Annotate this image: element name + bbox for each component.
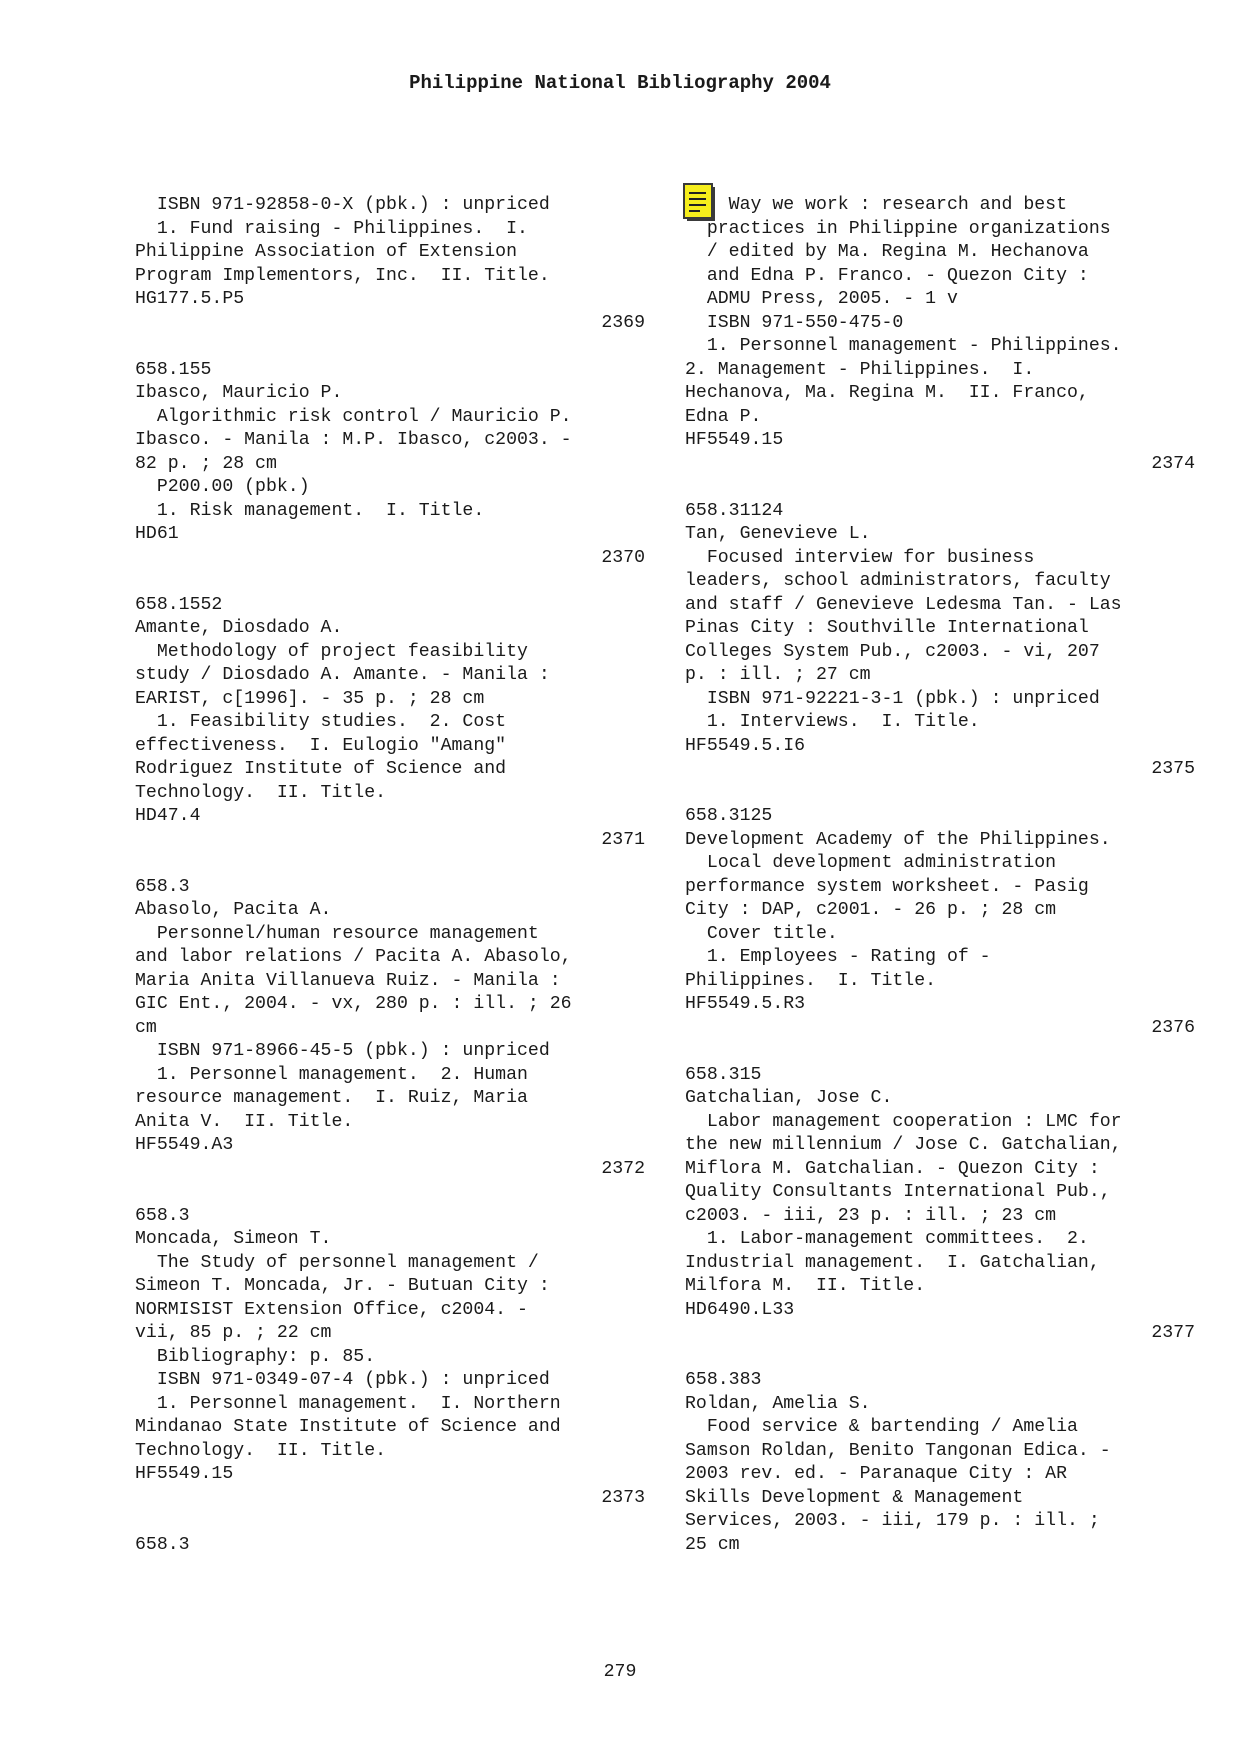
entry-line: Personnel/human resource management — [135, 923, 539, 944]
entry-line: HF5549.15 — [685, 430, 784, 450]
entry-line: Abasolo, Pacita A. — [135, 900, 332, 920]
entry-number: 2372 — [601, 1158, 645, 1179]
entry-line: the new millennium / Jose C. Gatchalian, — [685, 1135, 1122, 1155]
entry-line: Philippines. I. Title. — [685, 970, 937, 991]
entry-line: Program Implementors, Inc. II. Title. — [135, 265, 550, 286]
entry-line: cm — [135, 1017, 157, 1038]
entry-number: 2369 — [601, 312, 645, 333]
entry-line: 1. Interviews. I. Title. — [685, 712, 980, 732]
entry-line: Milfora M. II. Title. — [685, 1276, 926, 1296]
entry-line: Tan, Genevieve L. — [685, 524, 871, 544]
entry-number: 2371 — [601, 829, 645, 850]
bibliography-entry — [685, 194, 1195, 500]
entry-line: HD61 — [135, 524, 179, 544]
entry-line: Labor management cooperation : LMC for — [685, 1111, 1122, 1132]
bibliography-entry — [685, 1369, 1195, 1557]
entry-line: Moncada, Simeon T. — [135, 1229, 332, 1249]
entry-line: Gatchalian, Jose C. — [685, 1088, 893, 1108]
entry-line: HF5549.5.I6 — [685, 735, 806, 756]
entry-line: 658.3 — [135, 1205, 190, 1226]
entry-line: Technology. II. Title. — [135, 782, 387, 803]
entry-line: Mindanao State Institute of Science and — [135, 1417, 561, 1437]
bibliography-entry — [135, 1205, 645, 1534]
entry-line: 658.3 — [135, 876, 190, 897]
entry-line: ISBN 971-550-475-0 — [685, 312, 904, 333]
entry-line: Roldan, Amelia S. — [685, 1393, 871, 1414]
entry-number: 2376 — [1151, 1017, 1195, 1038]
entry-line: 658.3125 — [685, 806, 773, 826]
entry-line: 1. Personnel management - Philippines. — [685, 336, 1122, 356]
entry-line: Cover title. — [685, 923, 838, 944]
left-column — [135, 194, 645, 1557]
entry-line: 658.155 — [135, 359, 212, 380]
page-title: Philippine National Bibliography 2004 — [409, 72, 831, 94]
entry-line: Skills Development & Management — [685, 1487, 1024, 1508]
entry-line: Amante, Diosdado A. — [135, 618, 343, 638]
entry-line: 1. Personnel management. I. Northern — [135, 1393, 561, 1414]
entry-line: Technology. II. Title. — [135, 1440, 387, 1461]
entry-line: p. : ill. ; 27 cm — [685, 665, 871, 685]
bibliography-entry — [685, 805, 1195, 1064]
entry-line: Hechanova, Ma. Regina M. II. Franco, — [685, 383, 1089, 403]
entry-line: HF5549.15 — [135, 1464, 234, 1484]
entry-line: Anita V. II. Title. — [135, 1111, 354, 1132]
entry-line: Miflora M. Gatchalian. - Quezon City : — [685, 1158, 1100, 1179]
entry-line: ISBN 971-92221-3-1 (pbk.) : unpriced — [685, 688, 1100, 709]
entry-line: 1. Feasibility studies. 2. Cost — [135, 712, 507, 732]
entry-line: Maria Anita Villanueva Ruiz. - Manila : — [135, 970, 561, 991]
entry-line: 1. Labor-management committees. 2. — [685, 1229, 1089, 1249]
entry-line: 2003 rev. ed. - Paranaque City : AR — [685, 1464, 1067, 1484]
entry-line: c2003. - iii, 23 p. : ill. ; 23 cm — [685, 1205, 1057, 1226]
entry-line: ADMU Press, 2005. - 1 v — [685, 289, 958, 309]
entry-line: 1. Fund raising - Philippines. I. — [135, 218, 528, 239]
entry-line: 25 cm — [685, 1534, 740, 1555]
entry-line: effectiveness. I. Eulogio "Amang" — [135, 735, 507, 756]
entry-line: Bibliography: p. 85. — [135, 1346, 376, 1367]
entry-line: and Edna P. Franco. - Quezon City : — [685, 265, 1089, 286]
entry-line: Food service & bartending / Amelia — [685, 1417, 1078, 1437]
entry-line: and labor relations / Pacita A. Abasolo, — [135, 947, 572, 967]
bibliography-entry — [685, 500, 1195, 806]
entry-line: ISBN 971-92858-0-X (pbk.) : unpriced — [135, 195, 550, 215]
entry-line: Methodology of project feasibility — [135, 641, 528, 662]
page-number: 279 — [603, 1662, 637, 1682]
bibliography-entry — [685, 1064, 1195, 1370]
entry-line: Philippine Association of Extension — [135, 242, 517, 262]
bibliography-entry — [135, 194, 645, 359]
entry-line: ISBN 971-8966-45-5 (pbk.) : unpriced — [135, 1041, 550, 1061]
entry-line: Pinas City : Southville International — [685, 618, 1089, 638]
entry-line: practices in Philippine organizations — [685, 218, 1111, 239]
entry-line: 658.1552 — [135, 594, 223, 615]
entry-line: HF5549.A3 — [135, 1135, 234, 1155]
entry-line: Ibasco, Mauricio P. — [135, 383, 343, 403]
entry-line: Ibasco. - Manila : M.P. Ibasco, c2003. - — [135, 430, 572, 450]
entry-line: P200.00 (pbk.) — [135, 477, 310, 497]
entry-line: NORMISIST Extension Office, c2004. - — [135, 1299, 528, 1320]
entry-line: Samson Roldan, Benito Tangonan Edica. - — [685, 1440, 1111, 1461]
entry-line: Colleges System Pub., c2003. - vi, 207 — [685, 641, 1100, 662]
entry-number: 2377 — [1151, 1323, 1195, 1343]
bibliography-entry — [135, 1534, 645, 1558]
entry-line: 658.315 — [685, 1064, 762, 1085]
entry-line: and staff / Genevieve Ledesma Tan. - Las — [685, 594, 1122, 615]
entry-line: Way we work : research and best — [685, 195, 1067, 215]
entry-line: HG177.5.P5 — [135, 289, 245, 309]
entry-line: Algorithmic risk control / Mauricio P. — [135, 406, 572, 427]
entry-line: HD6490.L33 — [685, 1299, 795, 1320]
entry-line: 82 p. ; 28 cm — [135, 453, 277, 474]
entry-line: HF5549.5.R3 — [685, 994, 806, 1014]
entry-line: Development Academy of the Philippines. — [685, 829, 1111, 850]
entry-number: 2374 — [1151, 453, 1195, 474]
entry-line: HD47.4 — [135, 806, 201, 826]
entry-number: 2373 — [601, 1487, 645, 1508]
bibliography-entry — [135, 359, 645, 594]
entry-line: resource management. I. Ruiz, Maria — [135, 1088, 528, 1108]
entry-line: EARIST, c[1996]. - 35 p. ; 28 cm — [135, 688, 485, 709]
entry-line: Quality Consultants International Pub., — [685, 1182, 1111, 1202]
entry-line: City : DAP, c2001. - 26 p. ; 28 cm — [685, 900, 1057, 920]
entry-number: 2370 — [601, 547, 645, 568]
entry-line: Edna P. — [685, 406, 762, 427]
entry-line: 2. Management - Philippines. I. — [685, 359, 1035, 380]
entry-line: 658.31124 — [685, 500, 784, 521]
bibliography-entry — [135, 594, 645, 876]
entry-line: leaders, school administrators, faculty — [685, 571, 1111, 591]
entry-line: GIC Ent., 2004. - vx, 280 p. : ill. ; 26 — [135, 994, 572, 1014]
entry-line: 1. Employees - Rating of - — [685, 947, 991, 967]
entry-line: Services, 2003. - iii, 179 p. : ill. ; — [685, 1511, 1100, 1531]
entry-line: Simeon T. Moncada, Jr. - Butuan City : — [135, 1276, 550, 1296]
right-column — [685, 194, 1195, 1557]
entry-line: vii, 85 p. ; 22 cm — [135, 1323, 332, 1343]
entry-line: Local development administration — [685, 853, 1057, 873]
entry-line: ISBN 971-0349-07-4 (pbk.) : unpriced — [135, 1370, 550, 1390]
entry-number: 2375 — [1151, 759, 1195, 779]
entry-line: The Study of personnel management / — [135, 1252, 539, 1273]
entry-line: 658.3 — [135, 1534, 190, 1555]
entry-line: Industrial management. I. Gatchalian, — [685, 1252, 1100, 1273]
entry-line: performance system worksheet. - Pasig — [685, 876, 1089, 897]
entry-line: 658.383 — [685, 1370, 762, 1390]
entry-line: Rodriguez Institute of Science and — [135, 759, 507, 779]
bibliography-entry — [135, 876, 645, 1205]
entry-line: / edited by Ma. Regina M. Hechanova — [685, 242, 1089, 262]
entry-line: 1. Personnel management. 2. Human — [135, 1064, 528, 1085]
entry-line: Focused interview for business — [685, 547, 1035, 568]
entry-line: 1. Risk management. I. Title. — [135, 500, 485, 521]
entry-line: study / Diosdado A. Amante. - Manila : — [135, 665, 550, 685]
